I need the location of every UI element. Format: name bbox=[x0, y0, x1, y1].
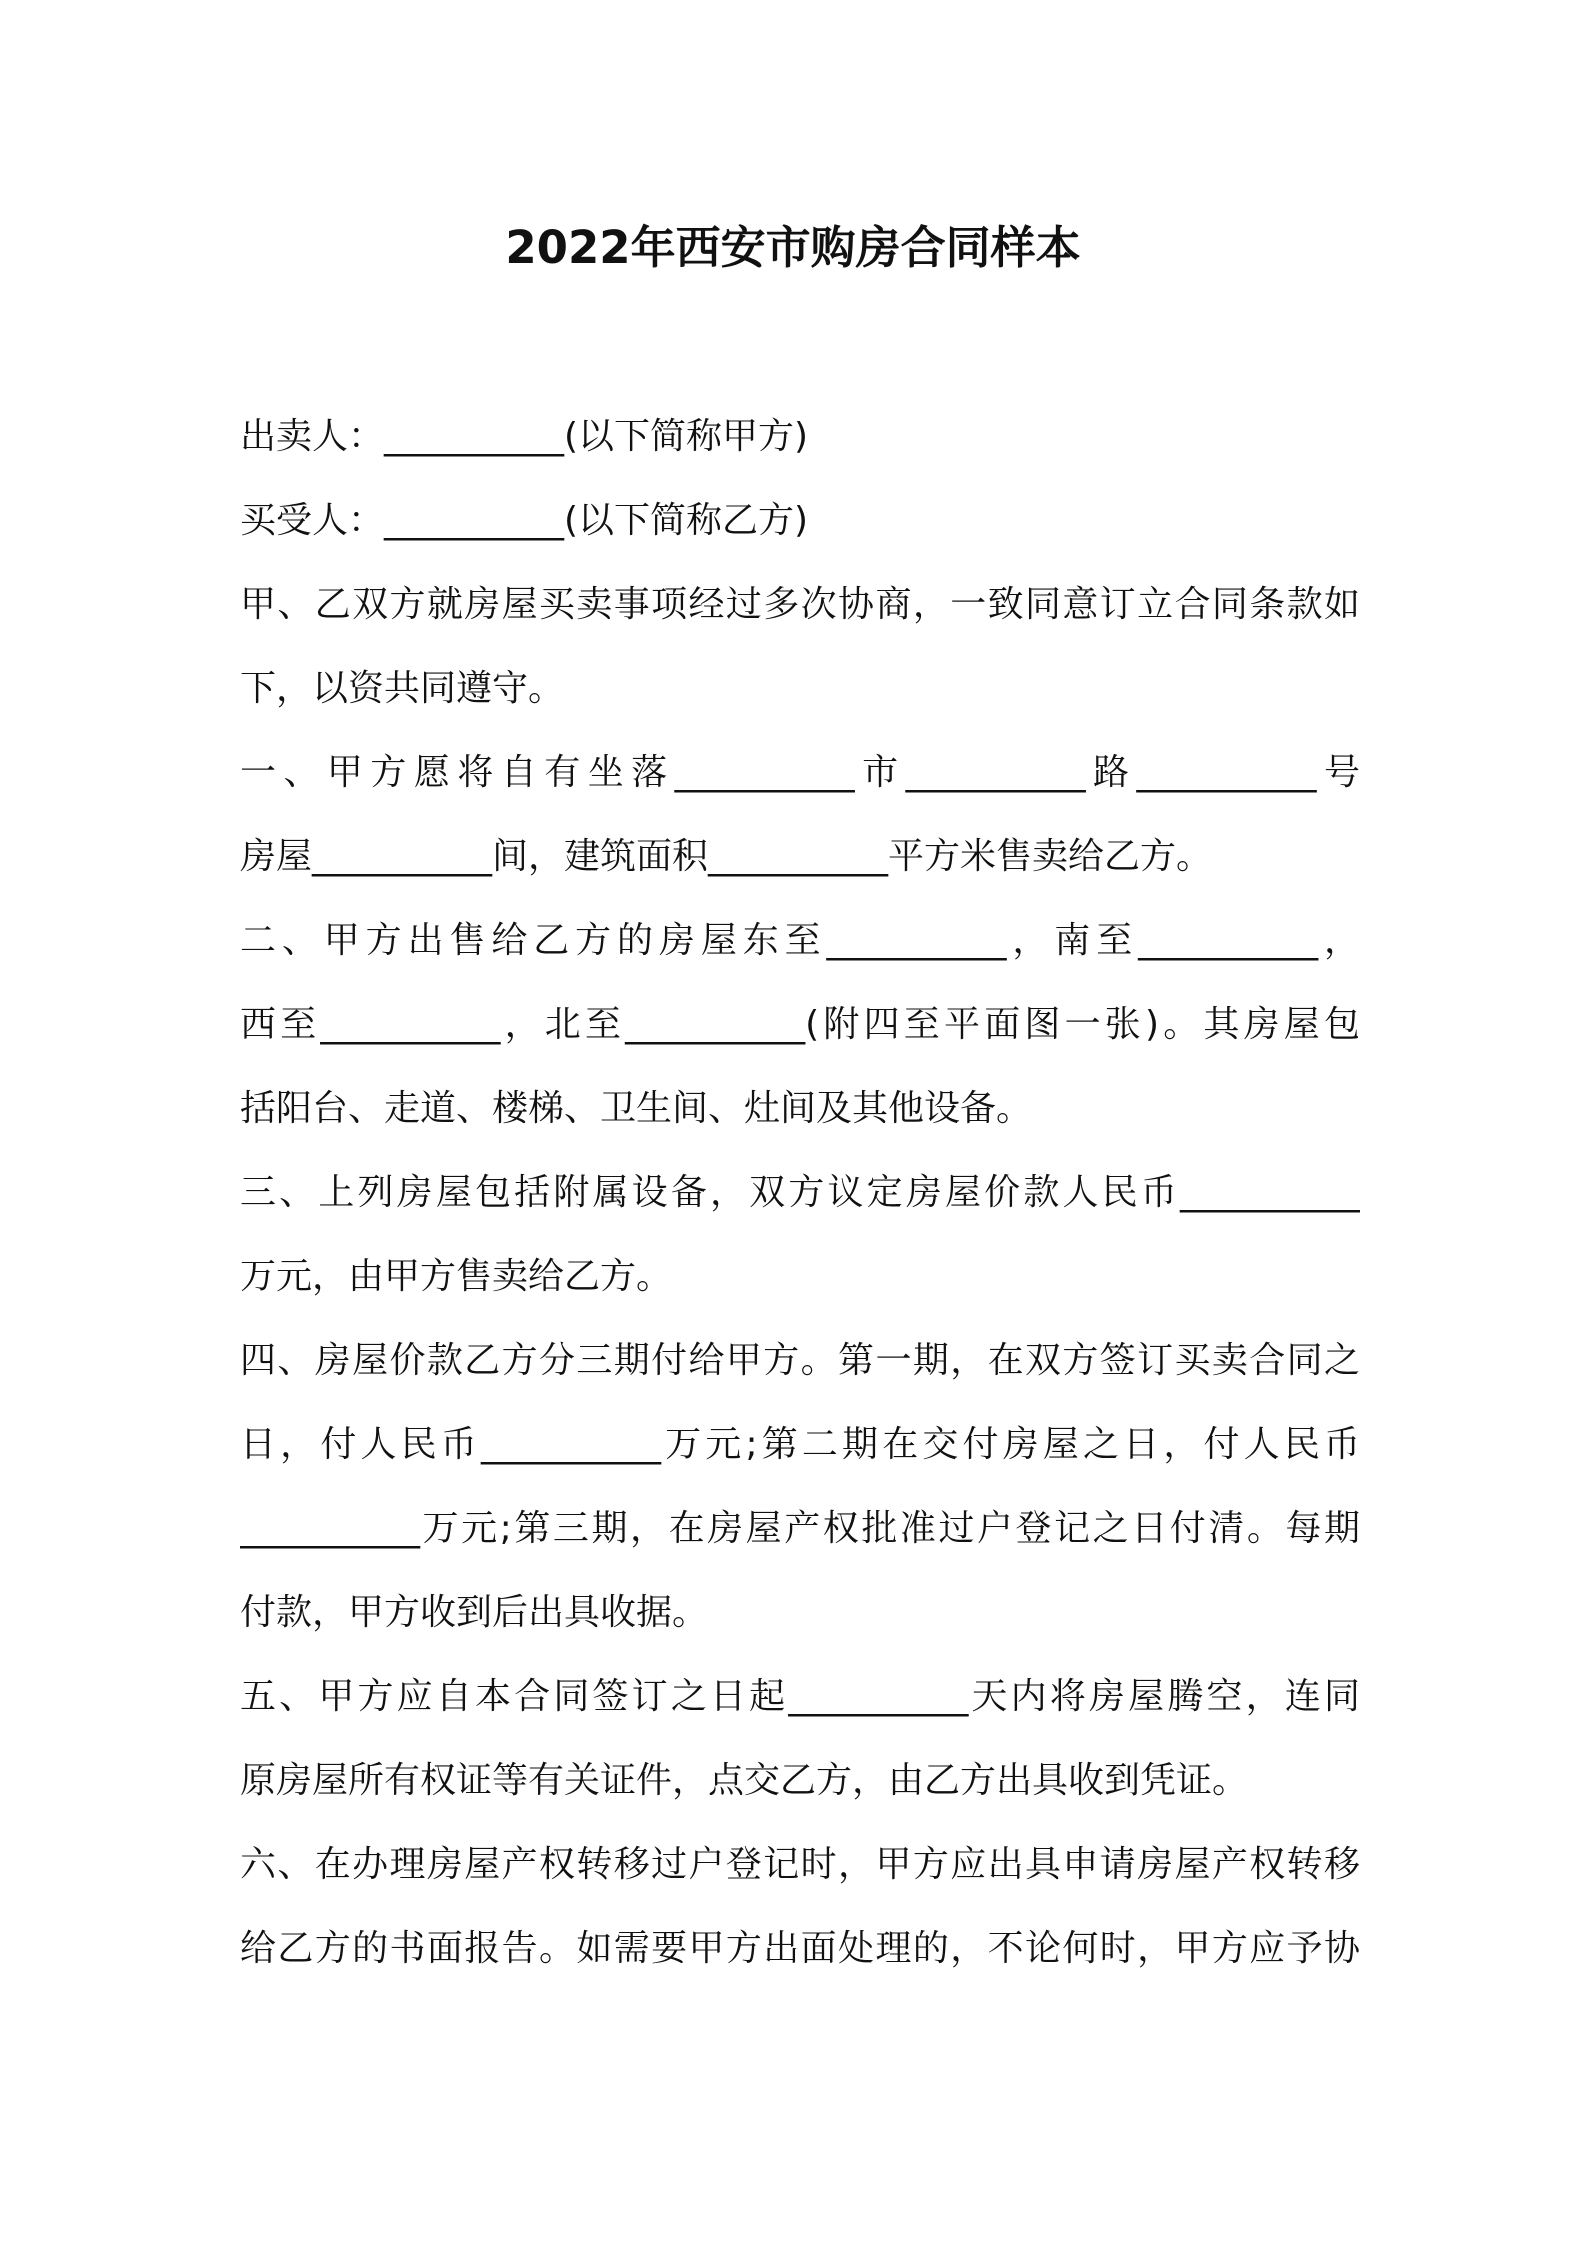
preamble-line-2: 下，以资共同遵守。 bbox=[240, 668, 565, 709]
clause-5-line-2: 原房屋所有权证等有关证件，点交乙方，由乙方出具收到凭证。 bbox=[240, 1760, 1249, 1801]
clause-4-line-3: __________万元;第三期，在房屋产权批准过户登记之日付清。每期 bbox=[240, 1508, 1360, 1549]
buyer-line: 买受人：__________(以下简称乙方) bbox=[240, 500, 809, 541]
clause-5-line-1: 五、甲方应自本合同签订之日起__________天内将房屋腾空，连同 bbox=[240, 1676, 1360, 1717]
clause-1-line-2: 房屋__________间，建筑面积__________平方米售卖给乙方。 bbox=[240, 836, 1213, 877]
clause-4-line-1: 四、房屋价款乙方分三期付给甲方。第一期，在双方签订买卖合同之 bbox=[240, 1340, 1360, 1381]
clause-6-line-1: 六、在办理房屋产权转移过户登记时，甲方应出具申请房屋产权转移 bbox=[240, 1844, 1360, 1885]
preamble-line-1: 甲、乙双方就房屋买卖事项经过多次协商，一致同意订立合同条款如 bbox=[240, 584, 1360, 625]
document-title: 2022年西安市购房合同样本 bbox=[505, 221, 1081, 274]
clause-4-line-4: 付款，甲方收到后出具收据。 bbox=[240, 1592, 709, 1633]
clause-1-line-1: 一、甲方愿将自有坐落__________市__________路__________号 bbox=[240, 752, 1360, 793]
clause-2-line-1: 二、甲方出售给乙方的房屋东至__________，南至__________， bbox=[240, 920, 1360, 961]
clause-2-line-2: 西至__________，北至__________(附四至平面图一张)。其房屋包 bbox=[240, 1004, 1360, 1045]
clause-2-line-3: 括阳台、走道、楼梯、卫生间、灶间及其他设备。 bbox=[240, 1088, 1033, 1129]
clause-3-line-1: 三、上列房屋包括附属设备，双方议定房屋价款人民币__________ bbox=[240, 1172, 1360, 1213]
clause-4-line-2: 日，付人民币__________万元;第二期在交付房屋之日，付人民币 bbox=[240, 1424, 1360, 1465]
seller-line: 出卖人：__________(以下简称甲方) bbox=[240, 416, 809, 457]
clause-3-line-2: 万元，由甲方售卖给乙方。 bbox=[240, 1256, 673, 1297]
clause-6-line-2: 给乙方的书面报告。如需要甲方出面处理的，不论何时，甲方应予协 bbox=[240, 1928, 1360, 1969]
